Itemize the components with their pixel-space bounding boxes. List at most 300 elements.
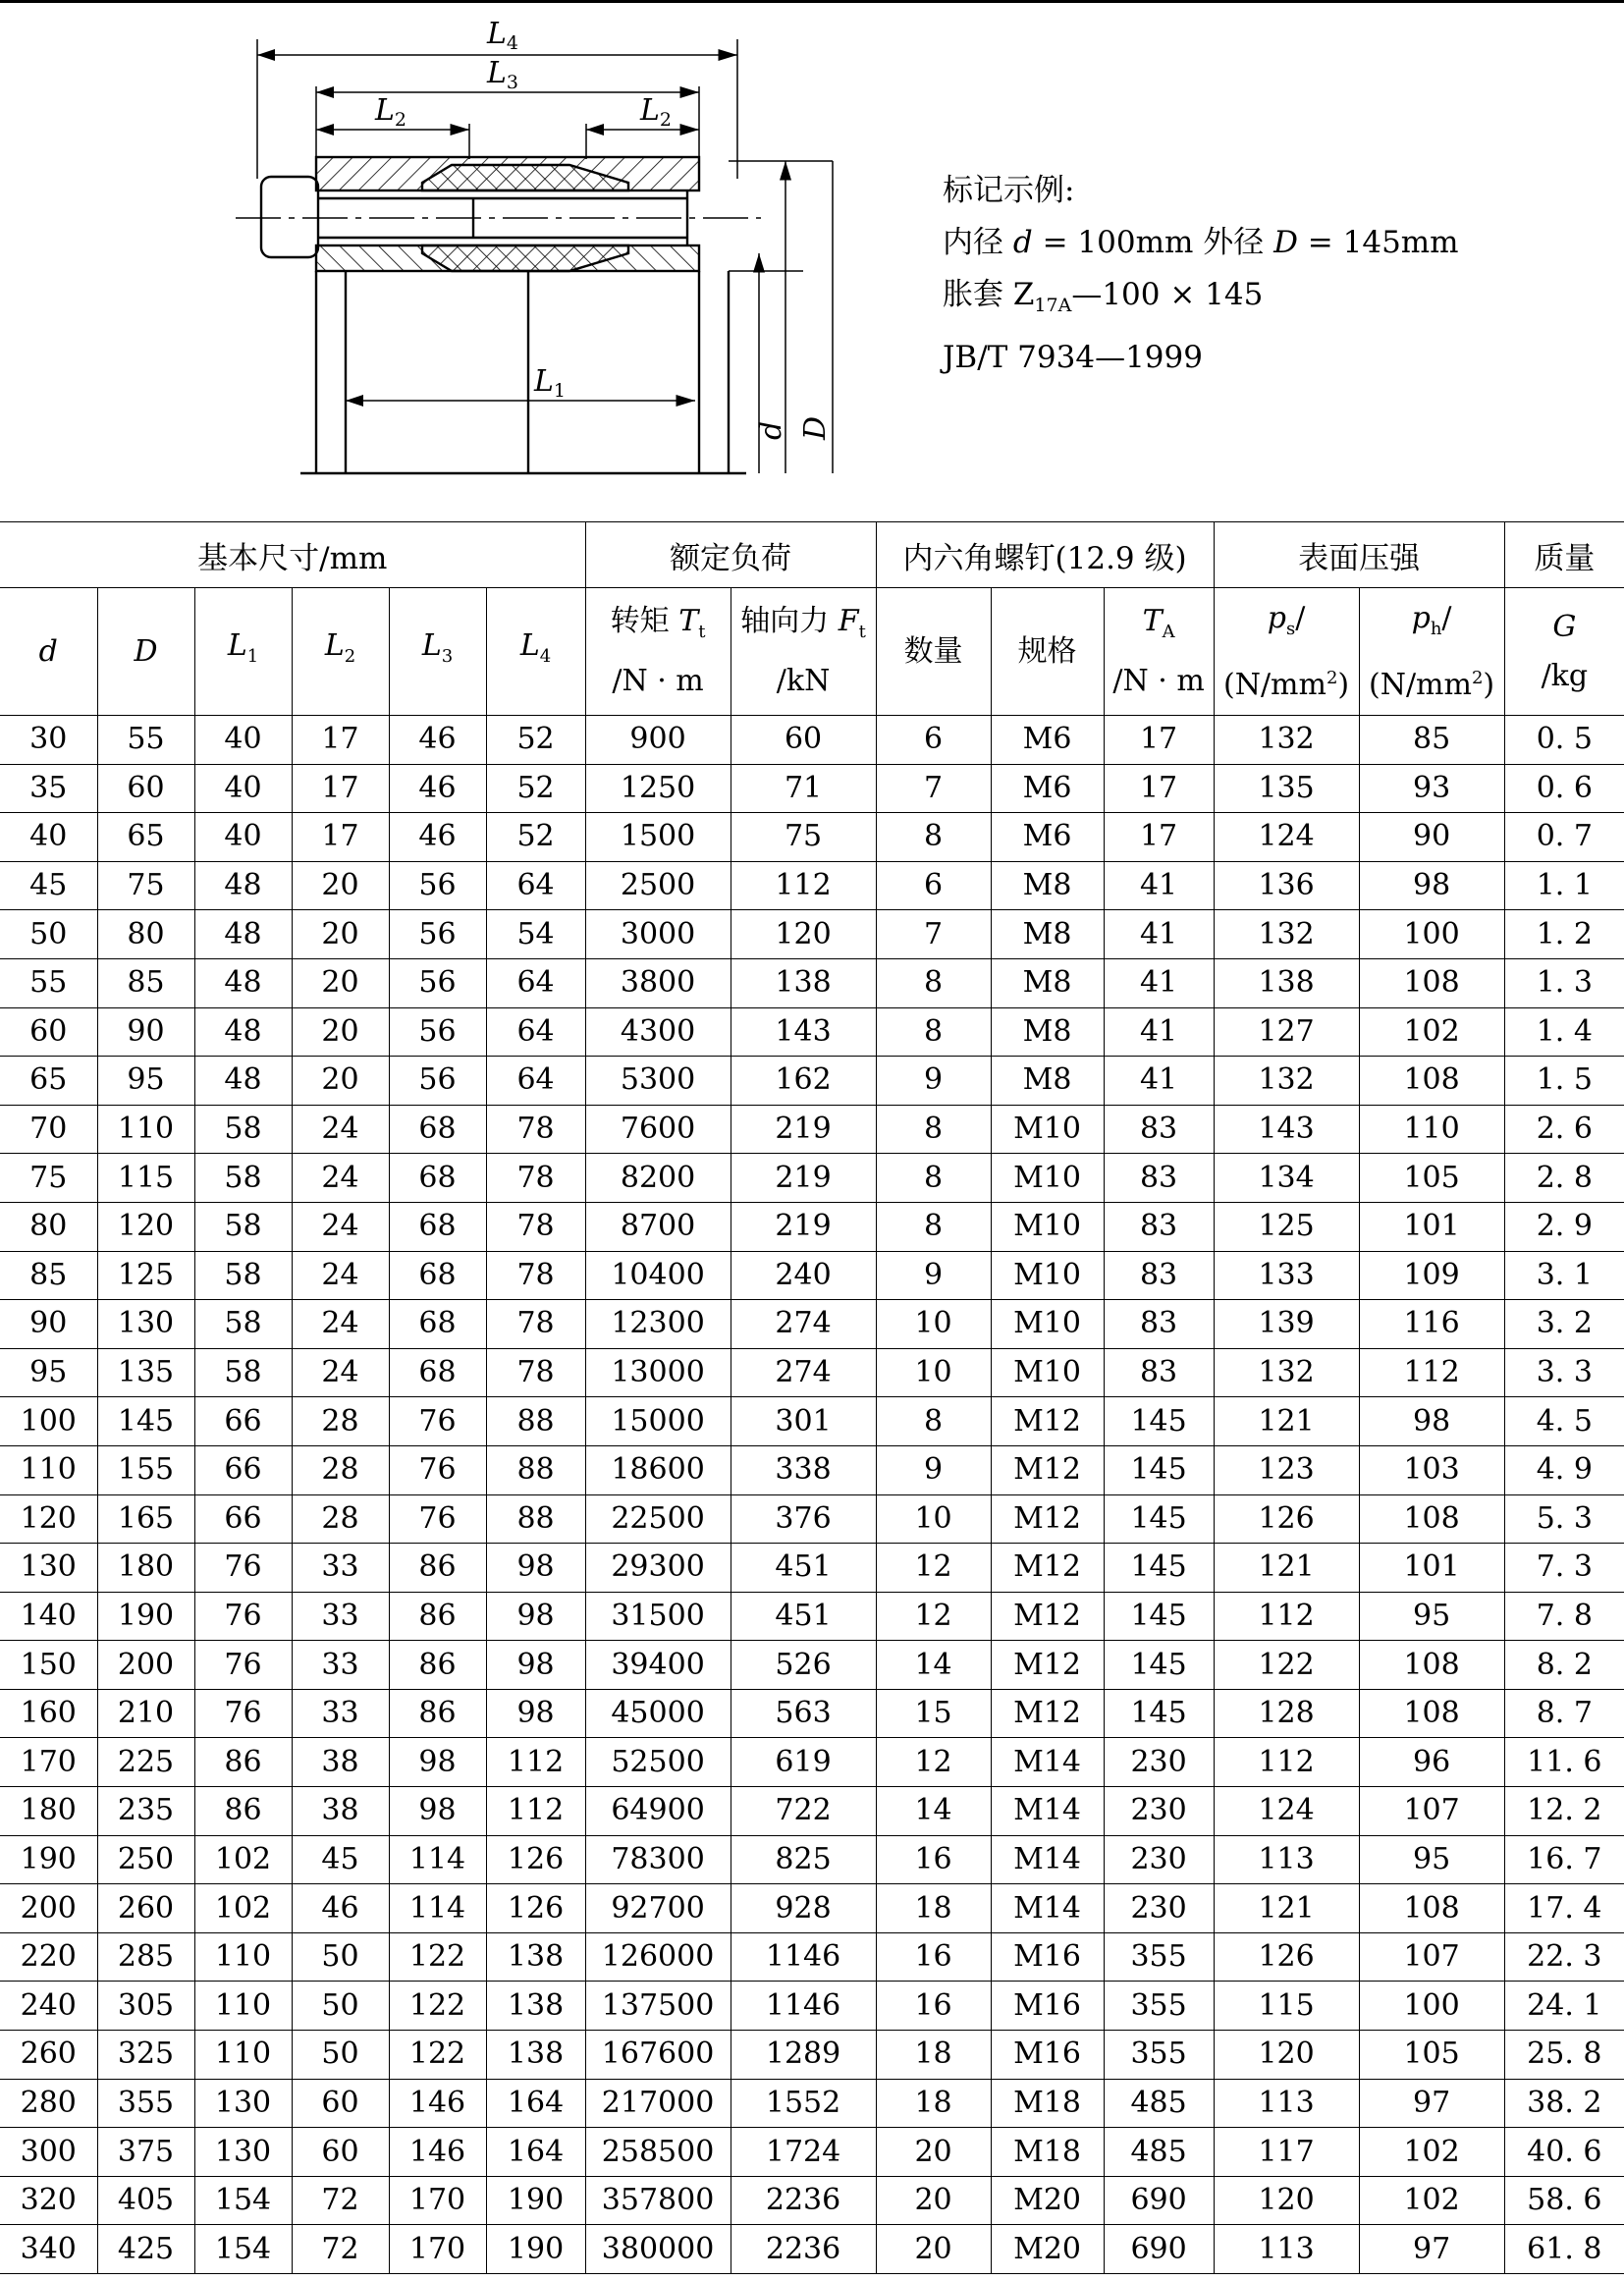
table-cell: M6	[991, 764, 1104, 813]
table-cell: 225	[97, 1738, 194, 1787]
table-cell: 17	[292, 764, 389, 813]
table-cell: 40	[0, 813, 97, 862]
table-cell: 80	[97, 910, 194, 959]
table-cell: 115	[1214, 1982, 1359, 2031]
table-cell: 16. 7	[1504, 1835, 1624, 1884]
table-cell: M12	[991, 1641, 1104, 1690]
table-row	[0, 1348, 1624, 1397]
table-cell: 4. 5	[1504, 1397, 1624, 1446]
table-row	[0, 861, 1624, 910]
table-cell: 133	[1214, 1251, 1359, 1300]
table-cell: 340	[0, 2225, 97, 2274]
table-cell: 8700	[585, 1202, 731, 1251]
table-cell: 145	[1104, 1592, 1214, 1641]
table-cell: 9	[876, 1445, 991, 1494]
table-row	[0, 1494, 1624, 1544]
table-cell: 90	[1359, 813, 1504, 862]
table-row	[0, 1982, 1624, 2031]
table-cell: 102	[1359, 1007, 1504, 1057]
table-cell: 5300	[585, 1057, 731, 1106]
table-cell: 2236	[731, 2225, 876, 2274]
table-cell: 126000	[585, 1932, 731, 1982]
table-cell: 86	[194, 1738, 292, 1787]
table-cell: 240	[0, 1982, 97, 2031]
table-cell: 76	[194, 1544, 292, 1593]
table-cell: 98	[486, 1641, 585, 1690]
table-cell: 28	[292, 1445, 389, 1494]
table-row	[0, 2031, 1624, 2080]
table-cell: 125	[97, 1251, 194, 1300]
col-L2: $L_2$	[292, 588, 389, 716]
table-cell: 170	[389, 2225, 486, 2274]
table-cell: 1. 5	[1504, 1057, 1624, 1106]
table-cell: 113	[1214, 2225, 1359, 2274]
table-cell: 25. 8	[1504, 2031, 1624, 2080]
table-row	[0, 1932, 1624, 1982]
table-cell: 112	[486, 1738, 585, 1787]
table-cell: 20	[292, 958, 389, 1007]
table-cell: 9	[876, 1251, 991, 1300]
table-cell: 101	[1359, 1202, 1504, 1251]
table-row	[0, 910, 1624, 959]
table-cell: M10	[991, 1348, 1104, 1397]
table-cell: 48	[194, 958, 292, 1007]
table-cell: 2. 8	[1504, 1154, 1624, 1203]
table-row	[0, 764, 1624, 813]
table-cell: M20	[991, 2176, 1104, 2225]
table-cell: 485	[1104, 2079, 1214, 2128]
table-cell: 170	[0, 1738, 97, 1787]
table-cell: 102	[1359, 2176, 1504, 2225]
table-cell: 110	[194, 2031, 292, 2080]
table-cell: 110	[194, 1932, 292, 1982]
table-cell: 17. 4	[1504, 1884, 1624, 1933]
table-cell: 130	[0, 1544, 97, 1593]
table-cell: 68	[389, 1154, 486, 1203]
table-cell: 54	[486, 910, 585, 959]
table-cell: 58	[194, 1348, 292, 1397]
table-cell: M10	[991, 1300, 1104, 1349]
table-cell: M10	[991, 1154, 1104, 1203]
table-cell: 7600	[585, 1105, 731, 1154]
table-cell: 8200	[585, 1154, 731, 1203]
table-cell: 50	[292, 1932, 389, 1982]
table-cell: 38. 2	[1504, 2079, 1624, 2128]
table-cell: 112	[731, 861, 876, 910]
table-cell: 24	[292, 1300, 389, 1349]
table-cell: 38	[292, 1787, 389, 1836]
table-cell: 258500	[585, 2128, 731, 2177]
table-cell: 164	[486, 2128, 585, 2177]
table-row	[0, 1544, 1624, 1593]
table-cell: 88	[486, 1397, 585, 1446]
table-cell: M18	[991, 2079, 1104, 2128]
table-cell: 4. 9	[1504, 1445, 1624, 1494]
table-cell: 8	[876, 1397, 991, 1446]
table-cell: 7	[876, 910, 991, 959]
table-cell: 56	[389, 1057, 486, 1106]
table-cell: 122	[1214, 1641, 1359, 1690]
table-cell: 301	[731, 1397, 876, 1446]
table-cell: 12	[876, 1592, 991, 1641]
table-cell: 20	[292, 1007, 389, 1057]
table-cell: 98	[486, 1544, 585, 1593]
table-cell: 0. 6	[1504, 764, 1624, 813]
table-cell: 16	[876, 1982, 991, 2031]
table-cell: 46	[389, 716, 486, 765]
table-cell: 28	[292, 1494, 389, 1544]
table-cell: 145	[1104, 1397, 1214, 1446]
table-cell: M12	[991, 1397, 1104, 1446]
table-cell: 24	[292, 1202, 389, 1251]
table-cell: 722	[731, 1787, 876, 1836]
table-cell: 41	[1104, 958, 1214, 1007]
table-cell: 219	[731, 1154, 876, 1203]
table-cell: 97	[1359, 2225, 1504, 2274]
header-basic-dimensions: 基本尺寸/mm	[0, 522, 585, 588]
table-cell: 136	[1214, 861, 1359, 910]
table-cell: M8	[991, 1057, 1104, 1106]
table-cell: 78	[486, 1251, 585, 1300]
table-cell: 114	[389, 1835, 486, 1884]
table-cell: 50	[292, 1982, 389, 2031]
col-L1: $L_1$	[194, 588, 292, 716]
table-cell: 320	[0, 2176, 97, 2225]
table-cell: 80	[0, 1202, 97, 1251]
table-cell: 100	[1359, 910, 1504, 959]
table-cell: 33	[292, 1641, 389, 1690]
table-cell: M10	[991, 1251, 1104, 1300]
table-cell: 134	[1214, 1154, 1359, 1203]
table-cell: 56	[389, 861, 486, 910]
table-cell: 64	[486, 1057, 585, 1106]
table-cell: 355	[1104, 1982, 1214, 2031]
table-cell: 190	[486, 2225, 585, 2274]
table-cell: 45000	[585, 1689, 731, 1738]
table-cell: 72	[292, 2225, 389, 2274]
table-cell: 164	[486, 2079, 585, 2128]
table-cell: 66	[194, 1494, 292, 1544]
table-cell: 376	[731, 1494, 876, 1544]
table-row	[0, 716, 1624, 765]
table-cell: M6	[991, 813, 1104, 862]
table-cell: 10	[876, 1300, 991, 1349]
table-cell: 132	[1214, 1057, 1359, 1106]
table-cell: 7	[876, 764, 991, 813]
table-cell: 58. 6	[1504, 2176, 1624, 2225]
col-torque: 转矩 $T_t$ /N · m	[585, 588, 731, 716]
table-row	[0, 1300, 1624, 1349]
table-cell: 20	[292, 910, 389, 959]
table-cell: 113	[1214, 1835, 1359, 1884]
table-cell: 120	[0, 1494, 97, 1544]
table-cell: 48	[194, 861, 292, 910]
table-cell: 115	[97, 1154, 194, 1203]
table-cell: 300	[0, 2128, 97, 2177]
table-cell: 71	[731, 764, 876, 813]
table-cell: 274	[731, 1300, 876, 1349]
table-cell: 235	[97, 1787, 194, 1836]
table-cell: 200	[0, 1884, 97, 1933]
col-spec: 规格	[991, 588, 1104, 716]
table-cell: 121	[1214, 1544, 1359, 1593]
table-cell: 110	[1359, 1105, 1504, 1154]
table-cell: 60	[731, 716, 876, 765]
table-cell: 40	[194, 716, 292, 765]
table-cell: 33	[292, 1592, 389, 1641]
table-cell: 85	[97, 958, 194, 1007]
table-cell: 405	[97, 2176, 194, 2225]
table-cell: 280	[0, 2079, 97, 2128]
table-cell: 65	[97, 813, 194, 862]
table-cell: 98	[389, 1738, 486, 1787]
table-cell: 98	[486, 1592, 585, 1641]
dim-l4: $L_4$	[486, 17, 519, 54]
table-cell: 109	[1359, 1251, 1504, 1300]
table-cell: 274	[731, 1348, 876, 1397]
table-cell: 98	[486, 1689, 585, 1738]
table-cell: 48	[194, 1007, 292, 1057]
table-cell: 8	[876, 1202, 991, 1251]
table-cell: 10	[876, 1494, 991, 1544]
table-cell: M12	[991, 1445, 1104, 1494]
table-cell: 355	[1104, 1932, 1214, 1982]
table-cell: 86	[389, 1641, 486, 1690]
table-cell: 46	[389, 764, 486, 813]
table-cell: 60	[97, 764, 194, 813]
table-cell: 138	[486, 1932, 585, 1982]
table-cell: 20	[292, 861, 389, 910]
table-cell: 132	[1214, 1348, 1359, 1397]
table-cell: 108	[1359, 1884, 1504, 1933]
table-cell: 64	[486, 1007, 585, 1057]
col-d: d	[0, 588, 97, 716]
col-quantity: 数量	[876, 588, 991, 716]
table-cell: 107	[1359, 1932, 1504, 1982]
table-row	[0, 1397, 1624, 1446]
table-cell: 130	[97, 1300, 194, 1349]
table-cell: 285	[97, 1932, 194, 1982]
table-cell: 8	[876, 1105, 991, 1154]
table-cell: M8	[991, 910, 1104, 959]
table-cell: 75	[0, 1154, 97, 1203]
table-cell: 16	[876, 1835, 991, 1884]
table-cell: 68	[389, 1348, 486, 1397]
table-cell: M12	[991, 1494, 1104, 1544]
table-cell: 690	[1104, 2176, 1214, 2225]
table-cell: 8	[876, 813, 991, 862]
table-cell: 33	[292, 1689, 389, 1738]
table-cell: 48	[194, 1057, 292, 1106]
table-cell: 18	[876, 1884, 991, 1933]
table-cell: 90	[97, 1007, 194, 1057]
table-cell: 0. 7	[1504, 813, 1624, 862]
table-cell: 95	[1359, 1835, 1504, 1884]
table-cell: 17	[292, 716, 389, 765]
table-cell: 380000	[585, 2225, 731, 2274]
table-cell: 10400	[585, 1251, 731, 1300]
table-cell: 83	[1104, 1105, 1214, 1154]
table-cell: 138	[1214, 958, 1359, 1007]
table-row	[0, 813, 1624, 862]
table-cell: 102	[1359, 2128, 1504, 2177]
table-cell: 190	[486, 2176, 585, 2225]
table-cell: M16	[991, 2031, 1104, 2080]
table-cell: 76	[194, 1592, 292, 1641]
table-cell: 112	[486, 1787, 585, 1836]
table-cell: 7. 3	[1504, 1544, 1624, 1593]
table-row	[0, 1787, 1624, 1836]
table-cell: 526	[731, 1641, 876, 1690]
table-cell: 165	[97, 1494, 194, 1544]
table-cell: 110	[0, 1445, 97, 1494]
table-cell: 451	[731, 1592, 876, 1641]
table-cell: 83	[1104, 1251, 1214, 1300]
table-cell: 138	[731, 958, 876, 1007]
table-cell: 190	[0, 1835, 97, 1884]
table-cell: 690	[1104, 2225, 1214, 2274]
table-cell: 355	[97, 2079, 194, 2128]
table-cell: 78	[486, 1348, 585, 1397]
table-cell: 230	[1104, 1738, 1214, 1787]
table-cell: 7. 8	[1504, 1592, 1624, 1641]
table-cell: 66	[194, 1445, 292, 1494]
table-cell: 4300	[585, 1007, 731, 1057]
table-cell: 78	[486, 1202, 585, 1251]
table-cell: 1500	[585, 813, 731, 862]
dim-D: D	[798, 415, 833, 440]
table-cell: 1289	[731, 2031, 876, 2080]
table-cell: 78	[486, 1300, 585, 1349]
table-cell: 230	[1104, 1787, 1214, 1836]
table-cell: 64900	[585, 1787, 731, 1836]
header-rated-load: 额定负荷	[585, 522, 876, 588]
table-cell: M20	[991, 2225, 1104, 2274]
table-cell: 6	[876, 861, 991, 910]
table-cell: 24	[292, 1251, 389, 1300]
table-cell: 38	[292, 1738, 389, 1787]
top-rule	[0, 0, 1624, 3]
table-cell: 126	[1214, 1932, 1359, 1982]
table-cell: 65	[0, 1057, 97, 1106]
table-cell: 97	[1359, 2079, 1504, 2128]
table-row	[0, 2225, 1624, 2274]
table-cell: 15	[876, 1689, 991, 1738]
table-cell: 100	[1359, 1982, 1504, 2031]
table-cell: 190	[97, 1592, 194, 1641]
table-cell: 76	[194, 1689, 292, 1738]
table-cell: 31500	[585, 1592, 731, 1641]
table-cell: 110	[194, 1982, 292, 2031]
table-cell: M14	[991, 1884, 1104, 1933]
table-cell: 217000	[585, 2079, 731, 2128]
table-cell: 139	[1214, 1300, 1359, 1349]
table-cell: 76	[194, 1641, 292, 1690]
table-cell: 68	[389, 1300, 486, 1349]
table-cell: 45	[0, 861, 97, 910]
table-cell: 1724	[731, 2128, 876, 2177]
table-cell: 60	[0, 1007, 97, 1057]
table-cell: 260	[97, 1884, 194, 1933]
table-cell: 75	[731, 813, 876, 862]
table-cell: M12	[991, 1592, 1104, 1641]
table-row	[0, 1641, 1624, 1690]
table-cell: 123	[1214, 1445, 1359, 1494]
table-cell: 3. 1	[1504, 1251, 1624, 1300]
col-axial-force: 轴向力 $F_t$ /kN	[731, 588, 876, 716]
table-cell: 46	[389, 813, 486, 862]
table-cell: M10	[991, 1202, 1104, 1251]
table-cell: 121	[1214, 1397, 1359, 1446]
table-cell: 132	[1214, 910, 1359, 959]
table-cell: 121	[1214, 1884, 1359, 1933]
dim-l3: $L_3$	[486, 56, 519, 93]
table-cell: 162	[731, 1057, 876, 1106]
example-designation: 胀套 $Z_{17A}—100 \times 145$	[943, 277, 1264, 317]
table-cell: 17	[1104, 813, 1214, 862]
table-cell: 125	[1214, 1202, 1359, 1251]
table-row	[0, 1835, 1624, 1884]
table-cell: 138	[486, 2031, 585, 2080]
example-standard: JB/T 7934—1999	[943, 340, 1203, 376]
table-cell: 8	[876, 1154, 991, 1203]
table-cell: 1552	[731, 2079, 876, 2128]
table-row	[0, 2128, 1624, 2177]
table-row	[0, 1689, 1624, 1738]
table-cell: 45	[292, 1835, 389, 1884]
table-cell: 72	[292, 2176, 389, 2225]
table-cell: 928	[731, 1884, 876, 1933]
table-cell: 56	[389, 910, 486, 959]
table-cell: 88	[486, 1445, 585, 1494]
table-cell: 66	[194, 1397, 292, 1446]
table-cell: 101	[1359, 1544, 1504, 1593]
table-row	[0, 1057, 1624, 1106]
table-cell: 52	[486, 813, 585, 862]
table-cell: 16	[876, 1932, 991, 1982]
table-cell: 33	[292, 1544, 389, 1593]
table-cell: 78	[486, 1154, 585, 1203]
table-cell: 138	[486, 1982, 585, 2031]
table-cell: 12	[876, 1544, 991, 1593]
table-cell: 105	[1359, 2031, 1504, 2080]
table-cell: 1. 4	[1504, 1007, 1624, 1057]
table-cell: 230	[1104, 1884, 1214, 1933]
table-cell: 619	[731, 1738, 876, 1787]
example-title: 标记示例:	[943, 173, 1075, 208]
table-cell: 24	[292, 1348, 389, 1397]
table-cell: 357800	[585, 2176, 731, 2225]
table-cell: 76	[389, 1494, 486, 1544]
marking-example	[943, 165, 1459, 384]
table-cell: 108	[1359, 1494, 1504, 1544]
table-cell: 12	[876, 1738, 991, 1787]
table-cell: 120	[97, 1202, 194, 1251]
table-cell: 9	[876, 1057, 991, 1106]
table-cell: M12	[991, 1689, 1104, 1738]
table-cell: 86	[389, 1544, 486, 1593]
table-cell: 8. 7	[1504, 1689, 1624, 1738]
table-cell: 55	[0, 958, 97, 1007]
table-cell: 143	[731, 1007, 876, 1057]
table-cell: 102	[194, 1884, 292, 1933]
table-cell: 2. 6	[1504, 1105, 1624, 1154]
table-cell: M18	[991, 2128, 1104, 2177]
table-cell: 17	[1104, 764, 1214, 813]
table-cell: 1250	[585, 764, 731, 813]
table-cell: 114	[389, 1884, 486, 1933]
table-cell: 60	[292, 2079, 389, 2128]
